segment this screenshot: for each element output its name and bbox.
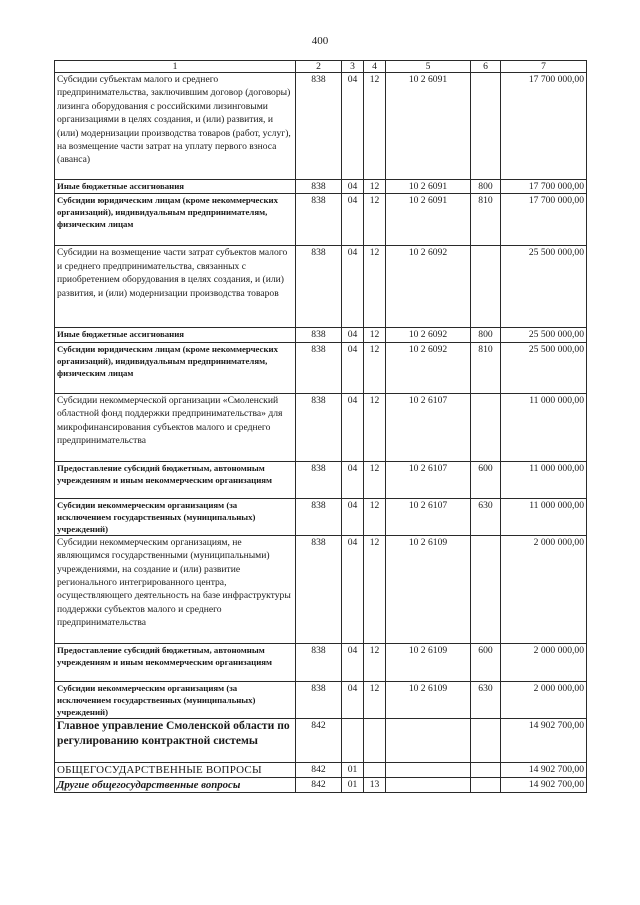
expense-type-code [471,393,501,461]
amount: 11 000 000,00 [501,393,587,461]
section-code: 04 [342,393,364,461]
ministry-code: 838 [296,498,342,535]
ministry-code: 838 [296,393,342,461]
subsection-code: 12 [364,498,386,535]
row-name: Иные бюджетные ассигнования [55,328,296,342]
subsection-code: 12 [364,393,386,461]
ministry-code: 838 [296,461,342,498]
ministry-code: 842 [296,777,342,792]
row-name: Субсидии некоммерческим организациям (за исключением государственных (муниципальных) учреждений) [55,681,296,718]
subsection-code: 12 [364,73,386,180]
ministry-code: 842 [296,718,342,762]
table-row [55,180,587,194]
table-row [55,535,587,643]
subsection-code: 12 [364,643,386,681]
table-row [55,777,587,792]
target-article-code: 10 2 6091 [386,194,471,246]
expense-type-code: 810 [471,194,501,246]
subsection-code: 12 [364,246,386,328]
expense-type-code: 800 [471,180,501,194]
ministry-code: 842 [296,762,342,777]
row-name: Предоставление субсидий бюджетным, автономным учреждениям и иным некоммерческим организациям [55,461,296,498]
subsection-code: 12 [364,194,386,246]
target-article-code: 10 2 6091 [386,180,471,194]
target-article-code: 10 2 6092 [386,328,471,342]
expense-type-code [471,762,501,777]
row-name: Субсидии юридическим лицам (кроме некоммерческих организаций), индивидуальным предпринимателям, физическим лицам [55,342,296,393]
section-code: 01 [342,762,364,777]
ministry-code: 838 [296,73,342,180]
section-code: 04 [342,342,364,393]
column-number: 3 [342,61,364,73]
subsection-code: 12 [364,535,386,643]
subsection-code [364,762,386,777]
subsection-code: 12 [364,681,386,718]
table-row [55,643,587,681]
table-row [55,718,587,762]
amount: 2 000 000,00 [501,681,587,718]
target-article-code: 10 2 6092 [386,342,471,393]
expense-type-code: 600 [471,643,501,681]
amount: 11 000 000,00 [501,461,587,498]
section-code: 04 [342,73,364,180]
column-number: 7 [501,61,587,73]
row-name: Субсидии субъектам малого и среднего предпринимательства, заключившим договор (договоры) лизинга оборудования с российскими лизинговыми организациями в целях создания, и (или) развития, и (или) модернизации производства товаров (работ, услуг), на возмещение части затрат на уплату первого взноса (аванса) [55,73,296,180]
ministry-code: 838 [296,342,342,393]
table-row [55,762,587,777]
table-row [55,73,587,180]
column-number-row [55,61,587,73]
expense-type-code: 600 [471,461,501,498]
section-code: 04 [342,681,364,718]
section-code: 04 [342,194,364,246]
target-article-code: 10 2 6109 [386,535,471,643]
amount: 25 500 000,00 [501,246,587,328]
target-article-code: 10 2 6107 [386,498,471,535]
table-row [55,393,587,461]
column-number: 2 [296,61,342,73]
row-name: Предоставление субсидий бюджетным, автономным учреждениям и иным некоммерческим организациям [55,643,296,681]
table-row [55,246,587,328]
section-code: 04 [342,246,364,328]
amount: 14 902 700,00 [501,777,587,792]
row-name: Субсидии на возмещение части затрат субъектов малого и среднего предпринимательства, связанных с приобретением оборудования в целях создания, и (или) развития, и (или) модернизации производства товаров [55,246,296,328]
section-code: 04 [342,498,364,535]
row-name: Субсидии некоммерческой организации «Смоленский областной фонд поддержки предпринимательства» для микрофинансирования субъектов малого и среднего предпринимательства [55,393,296,461]
subsection-code: 12 [364,342,386,393]
target-article-code: 10 2 6109 [386,643,471,681]
amount: 11 000 000,00 [501,498,587,535]
amount: 25 500 000,00 [501,328,587,342]
column-number: 6 [471,61,501,73]
section-code: 04 [342,328,364,342]
section-code: 01 [342,777,364,792]
target-article-code [386,777,471,792]
amount: 2 000 000,00 [501,535,587,643]
table-row [55,328,587,342]
amount: 17 700 000,00 [501,194,587,246]
section-code: 04 [342,180,364,194]
target-article-code: 10 2 6107 [386,461,471,498]
target-article-code: 10 2 6107 [386,393,471,461]
target-article-code: 10 2 6091 [386,73,471,180]
table-row [55,461,587,498]
column-number: 1 [55,61,296,73]
amount: 17 700 000,00 [501,180,587,194]
ministry-code: 838 [296,643,342,681]
row-name: Субсидии юридическим лицам (кроме некоммерческих организаций), индивидуальным предпринимателям, физическим лицам [55,194,296,246]
ministry-code: 838 [296,180,342,194]
row-name: Субсидии некоммерческим организациям (за исключением государственных (муниципальных) учреждений) [55,498,296,535]
ministry-code: 838 [296,681,342,718]
expense-type-code [471,777,501,792]
expense-type-code: 810 [471,342,501,393]
expense-type-code [471,535,501,643]
subsection-code: 13 [364,777,386,792]
target-article-code [386,762,471,777]
table-row [55,681,587,718]
ministry-code: 838 [296,535,342,643]
table-row [55,342,587,393]
ministry-code: 838 [296,194,342,246]
amount: 25 500 000,00 [501,342,587,393]
expense-type-code: 630 [471,681,501,718]
column-number: 4 [364,61,386,73]
amount: 2 000 000,00 [501,643,587,681]
section-code: 04 [342,643,364,681]
target-article-code: 10 2 6109 [386,681,471,718]
expense-type-code [471,73,501,180]
page-number: 400 [311,35,329,47]
amount: 17 700 000,00 [501,73,587,180]
expense-type-code: 800 [471,328,501,342]
table-row [55,498,587,535]
section-code [342,718,364,762]
amount: 14 902 700,00 [501,762,587,777]
row-name: Иные бюджетные ассигнования [55,180,296,194]
row-name: Главное управление Смоленской области по регулированию контрактной системы [55,718,296,762]
subsection-code: 12 [364,328,386,342]
column-number: 5 [386,61,471,73]
expense-type-code [471,718,501,762]
row-name: ОБЩЕГОСУДАРСТВЕННЫЕ ВОПРОСЫ [55,762,296,777]
row-name: Другие общегосударственные вопросы [55,777,296,792]
ministry-code: 838 [296,246,342,328]
expense-type-code: 630 [471,498,501,535]
section-code: 04 [342,535,364,643]
subsection-code: 12 [364,180,386,194]
subsection-code [364,718,386,762]
subsection-code: 12 [364,461,386,498]
section-code: 04 [342,461,364,498]
row-name: Субсидии некоммерческим организациям, не являющимся государственными (муниципальными) учреждениями, на создание и (или) развитие регионального интегрированного центра, осуществляющего деятельность на базе инфраструктуры поддержки субъектов малого и среднего предпринимательства [55,535,296,643]
target-article-code [386,718,471,762]
ministry-code: 838 [296,328,342,342]
amount: 14 902 700,00 [501,718,587,762]
table-row [55,194,587,246]
expense-type-code [471,246,501,328]
budget-table [54,60,587,793]
target-article-code: 10 2 6092 [386,246,471,328]
